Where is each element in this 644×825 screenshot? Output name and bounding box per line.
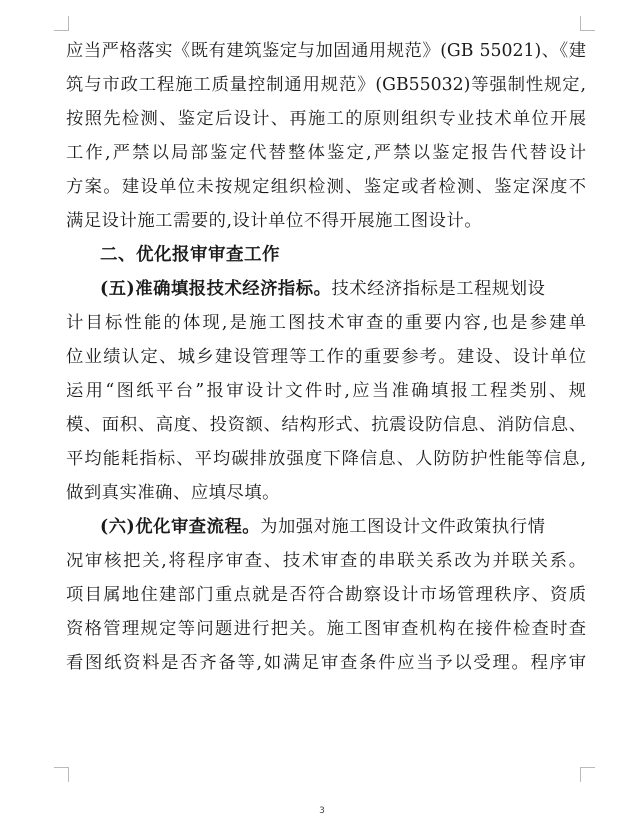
paragraph-line: 筑与市政工程施工质量控制通用规范》(GB55032)等强制性规定, [66,75,586,95]
crop-mark-bottom-right [580,767,595,782]
paragraph-line: 平均能耗指标、平均碳排放强度下降信息、人防防护性能等信息, [66,449,586,469]
paragraph-line: 运用“图纸平台”报审设计文件时,应当准确填报工程类别、规 [66,381,586,401]
paragraph-line: 工作,严禁以局部鉴定代替整体鉴定,严禁以鉴定报告代替设计 [66,143,586,163]
paragraph-line: 模、面积、高度、投资额、结构形式、抗震设防信息、消防信息、 [66,415,586,435]
paragraph-line: 看图纸资料是否齐备等,如满足审查条件应当予以受理。程序审 [66,653,586,673]
item-5-lead: (五)准确填报技术经济指标。 [100,279,332,299]
crop-mark-top-left [54,16,69,31]
paragraph-line: 位业绩认定、城乡建设管理等工作的重要参考。建设、设计单位 [66,347,586,367]
paragraph-line: 方案。建设单位未按规定组织检测、鉴定或者检测、鉴定深度不 [66,177,586,197]
item-6-lead: (六)优化审查流程。 [100,517,261,537]
paragraph-line: 做到真实准确、应填尽填。 [66,483,280,503]
item-6-first-line [66,510,586,544]
item-5-first-line-text: 技术经济指标是工程规划设 [331,279,546,299]
item-5-first-line [66,272,586,306]
paragraph-line: 况审核把关,将程序审查、技术审查的串联关系改为并联关系。 [66,551,586,571]
paragraph-line: 满足设计施工需要的,设计单位不得开展施工图设计。 [66,211,483,231]
paragraph-line: 资格管理规定等问题进行把关。施工图审查机构在接件检查时查 [66,619,586,639]
document-body [66,34,586,680]
item-6-first-line-text: 为加强对施工图设计文件政策执行情 [260,517,546,537]
paragraph-line: 应当严格落实《既有建筑鉴定与加固通用规范》(GB 55021)、《建 [66,41,586,61]
crop-mark-top-right [580,16,595,31]
section-heading: 二、优化报审审查工作 [100,245,280,265]
paragraph-line: 项目属地住建部门重点就是否符合勘察设计市场管理秩序、资质 [66,585,586,605]
page-number: 3 [319,806,325,816]
paragraph-line: 计目标性能的体现,是施工图技术审查的重要内容,也是参建单 [66,313,586,333]
paragraph-line: 按照先检测、鉴定后设计、再施工的原则组织专业技术单位开展 [66,109,586,129]
crop-mark-bottom-left [54,767,69,782]
